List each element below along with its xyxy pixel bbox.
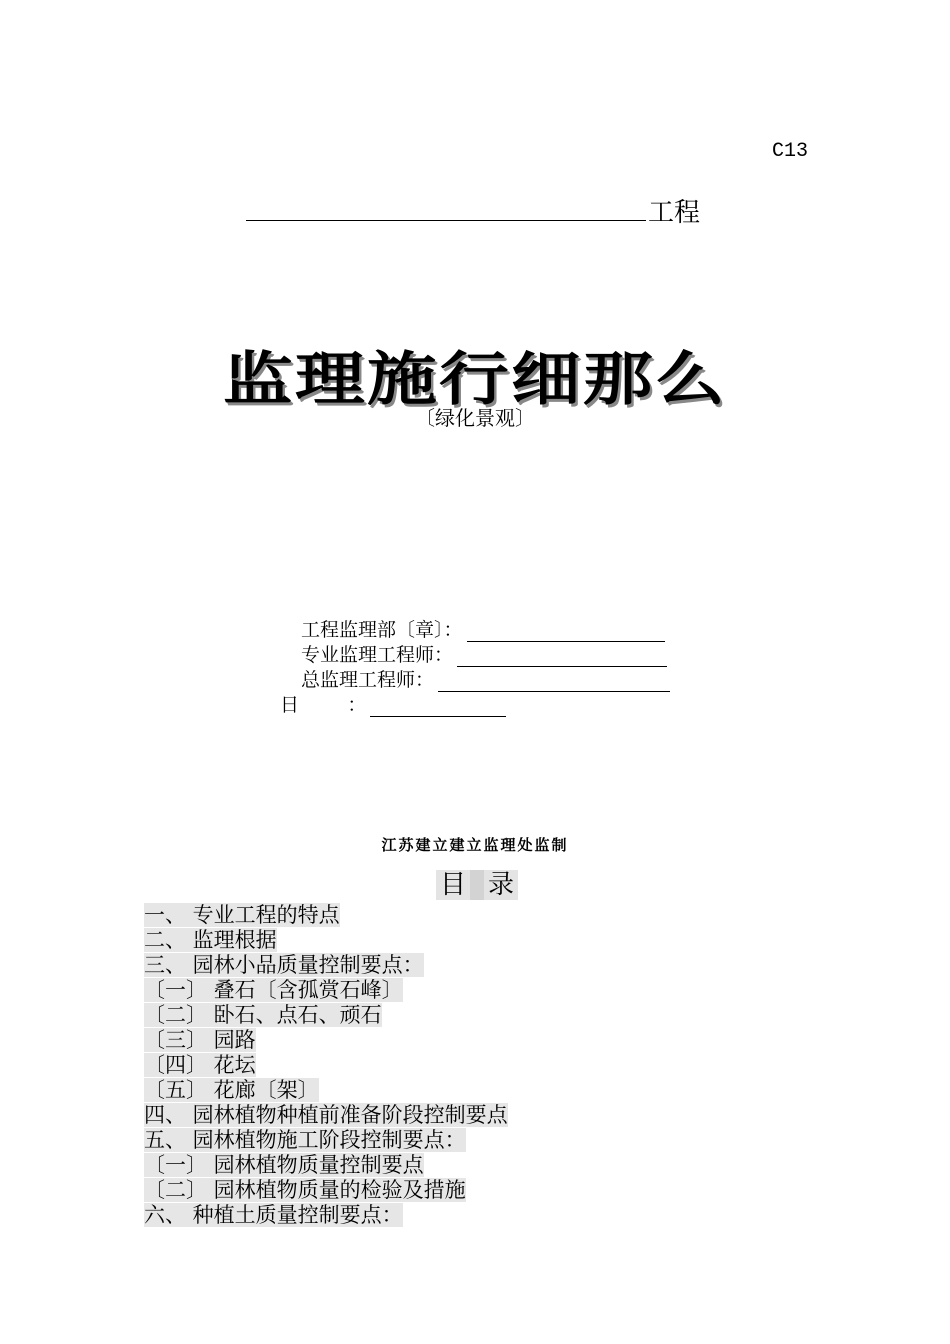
toc-item[interactable]: 〔四〕 花坛 xyxy=(144,1053,256,1077)
signature-date xyxy=(280,690,506,717)
toc-heading-b: 录 xyxy=(484,870,518,900)
signature-date-label: 日 ： xyxy=(280,694,367,716)
signature-specialist xyxy=(301,640,667,667)
toc-heading-gap xyxy=(470,870,484,900)
signature-specialist-label: 专业监理工程师： xyxy=(301,644,454,666)
toc-item[interactable]: 〔三〕 园路 xyxy=(144,1028,256,1052)
toc-item[interactable]: 四、 园林植物种植前准备阶段控制要点 xyxy=(144,1103,508,1127)
document-title: 监理施行细那么 xyxy=(222,345,728,413)
toc-item[interactable]: 〔二〕 卧石、点石、顽石 xyxy=(144,1003,382,1027)
toc-item[interactable]: 〔五〕 花廊〔架〕 xyxy=(144,1078,319,1102)
toc-item[interactable]: 三、 园林小品质量控制要点： xyxy=(144,953,424,977)
toc-item[interactable]: 一、 专业工程的特点 xyxy=(144,903,340,927)
signature-chief xyxy=(301,665,670,692)
document-code: C13 xyxy=(772,140,809,163)
issuer: 江苏建立建立监理处监制 xyxy=(381,836,569,854)
signature-date-line xyxy=(370,715,506,717)
signature-dept-label: 工程监理部〔章〕： xyxy=(301,619,463,641)
toc-item[interactable]: 二、 监理根据 xyxy=(144,928,277,952)
document-subtitle: 〔绿化景观〕 xyxy=(415,406,535,430)
toc-heading xyxy=(436,864,518,901)
project-suffix: 工程 xyxy=(648,198,701,228)
toc-item[interactable]: 〔二〕 园林植物质量的检验及措施 xyxy=(144,1178,466,1202)
toc-item[interactable]: 五、 园林植物施工阶段控制要点： xyxy=(144,1128,466,1152)
toc-item[interactable]: 〔一〕 叠石〔含孤赏石峰〕 xyxy=(144,978,403,1002)
toc-item[interactable]: 〔一〕 园林植物质量控制要点 xyxy=(144,1153,424,1177)
project-name-blank xyxy=(246,220,646,221)
toc-item[interactable]: 六、 种植土质量控制要点： xyxy=(144,1203,403,1227)
table-of-contents xyxy=(144,903,508,1228)
toc-heading-a: 目 xyxy=(436,870,470,900)
signature-chief-label: 总监理工程师： xyxy=(301,669,435,691)
signature-dept xyxy=(301,615,665,642)
